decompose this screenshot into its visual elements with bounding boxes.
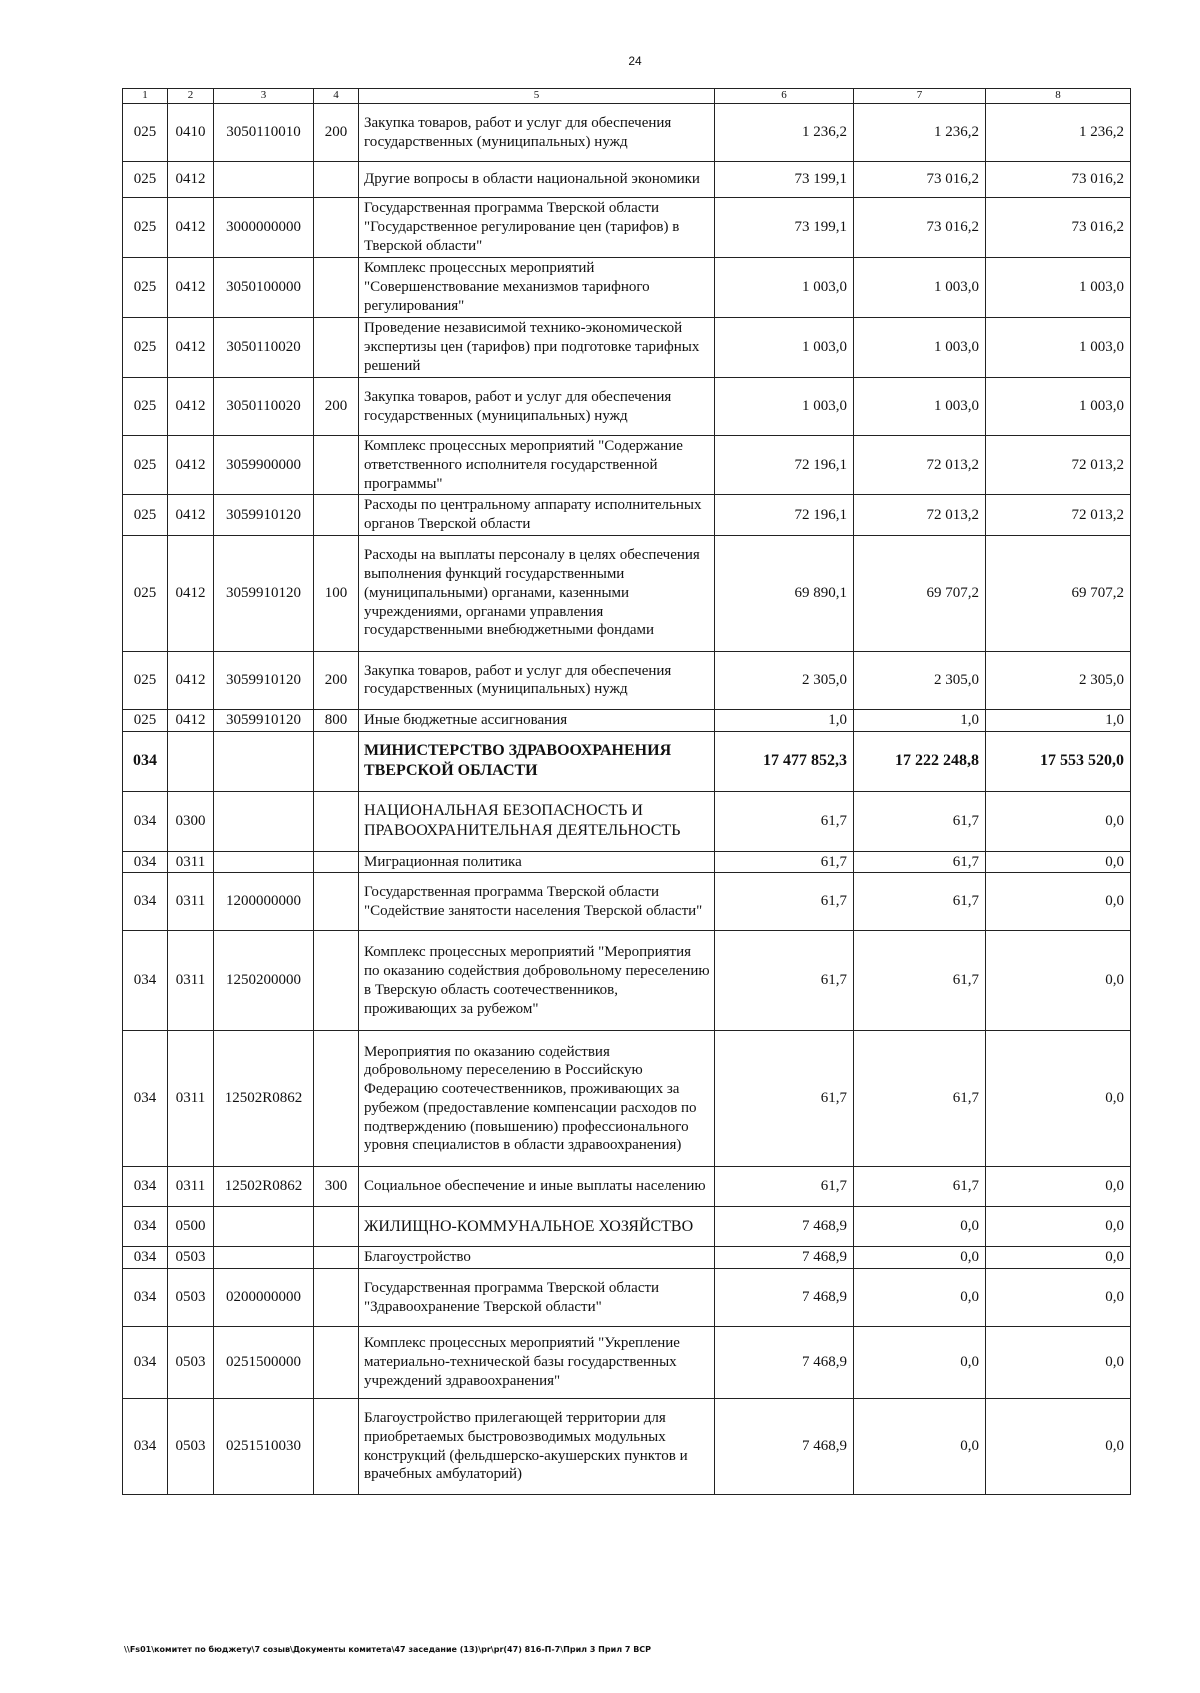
cell-col-2: 0412: [168, 378, 214, 436]
cell-col-1: 034: [123, 1207, 168, 1247]
cell-col-1: 034: [123, 1031, 168, 1167]
col-header-2: 2: [168, 89, 214, 104]
col-header-4: 4: [314, 89, 359, 104]
cell-col-4: [314, 873, 359, 931]
cell-col-5: Закупка товаров, работ и услуг для обеспечения государственных (муниципальных) нужд: [359, 104, 715, 162]
cell-col-5: Комплекс процессных мероприятий "Совершенствование механизмов тарифного регулирования": [359, 258, 715, 318]
page-number: 24: [628, 54, 642, 68]
cell-col-1: 034: [123, 1167, 168, 1207]
cell-col-6: 61,7: [715, 1167, 854, 1207]
cell-col-3: 3050100000: [214, 258, 314, 318]
footer-file-path: \\Fs01\комитет по бюджету\7 созыв\Документы комитета\47 заседание (13)\pr\pr(47) 816-П-7\Прил 3 Прил 7 ВСР: [124, 1645, 652, 1654]
cell-col-8: 72 013,2: [986, 495, 1131, 536]
cell-col-8: 0,0: [986, 931, 1131, 1031]
cell-col-5: Другие вопросы в области национальной экономики: [359, 162, 715, 198]
cell-col-2: 0311: [168, 873, 214, 931]
cell-col-6: 1 003,0: [715, 378, 854, 436]
cell-col-8: 1 003,0: [986, 378, 1131, 436]
cell-col-2: 0412: [168, 436, 214, 495]
table-row: [123, 1031, 1131, 1167]
cell-col-7: 72 013,2: [854, 495, 986, 536]
cell-col-8: 0,0: [986, 1167, 1131, 1207]
cell-col-4: [314, 791, 359, 851]
col-header-7: 7: [854, 89, 986, 104]
cell-col-6: 2 305,0: [715, 651, 854, 709]
cell-col-1: 034: [123, 851, 168, 873]
cell-col-3: 12502R0862: [214, 1167, 314, 1207]
cell-col-3: 3059910120: [214, 535, 314, 651]
cell-col-1: 025: [123, 258, 168, 318]
cell-col-7: 61,7: [854, 873, 986, 931]
cell-col-8: 0,0: [986, 851, 1131, 873]
cell-col-5: Миграционная политика: [359, 851, 715, 873]
cell-col-3: 3050110010: [214, 104, 314, 162]
table-row: [123, 378, 1131, 436]
cell-col-4: [314, 198, 359, 258]
cell-col-7: 1 236,2: [854, 104, 986, 162]
cell-col-3: [214, 731, 314, 791]
cell-col-3: 1250200000: [214, 931, 314, 1031]
cell-col-5: Социальное обеспечение и иные выплаты населению: [359, 1167, 715, 1207]
cell-col-8: 0,0: [986, 1269, 1131, 1327]
table-row: [123, 535, 1131, 651]
table-row: [123, 436, 1131, 495]
cell-col-7: 17 222 248,8: [854, 731, 986, 791]
cell-col-6: 1,0: [715, 709, 854, 731]
cell-col-5: Проведение независимой технико-экономической экспертизы цен (тарифов) при подготовке тарифных решений: [359, 318, 715, 378]
cell-col-8: 0,0: [986, 1031, 1131, 1167]
cell-col-7: 72 013,2: [854, 436, 986, 495]
cell-col-8: 0,0: [986, 873, 1131, 931]
table-row: [123, 318, 1131, 378]
cell-col-4: [314, 731, 359, 791]
cell-col-5: Благоустройство: [359, 1247, 715, 1269]
cell-col-3: 0251510030: [214, 1399, 314, 1495]
cell-col-4: [314, 1327, 359, 1399]
cell-col-4: 800: [314, 709, 359, 731]
cell-col-6: 73 199,1: [715, 162, 854, 198]
cell-col-1: 034: [123, 931, 168, 1031]
cell-col-7: 61,7: [854, 851, 986, 873]
cell-col-4: [314, 258, 359, 318]
cell-col-5: МИНИСТЕРСТВО ЗДРАВООХРАНЕНИЯ ТВЕРСКОЙ ОБЛАСТИ: [359, 731, 715, 791]
cell-col-8: 0,0: [986, 1207, 1131, 1247]
table-row: [123, 651, 1131, 709]
cell-col-2: [168, 731, 214, 791]
table-row: [123, 1269, 1131, 1327]
cell-col-5: Комплекс процессных мероприятий "Мероприятия по оказанию содействия добровольному переселению в Тверскую область соотечественников, проживающих за рубежом": [359, 931, 715, 1031]
cell-col-3: 3059910120: [214, 709, 314, 731]
cell-col-3: 3059900000: [214, 436, 314, 495]
cell-col-4: [314, 931, 359, 1031]
cell-col-4: 100: [314, 535, 359, 651]
cell-col-1: 025: [123, 318, 168, 378]
cell-col-6: 7 468,9: [715, 1399, 854, 1495]
cell-col-7: 1 003,0: [854, 318, 986, 378]
cell-col-7: 61,7: [854, 931, 986, 1031]
col-header-6: 6: [715, 89, 854, 104]
cell-col-4: 300: [314, 1167, 359, 1207]
cell-col-4: [314, 1031, 359, 1167]
cell-col-3: 0200000000: [214, 1269, 314, 1327]
cell-col-8: 0,0: [986, 1327, 1131, 1399]
cell-col-7: 1,0: [854, 709, 986, 731]
cell-col-5: Закупка товаров, работ и услуг для обеспечения государственных (муниципальных) нужд: [359, 378, 715, 436]
table-row: [123, 162, 1131, 198]
cell-col-2: 0300: [168, 791, 214, 851]
cell-col-4: [314, 162, 359, 198]
cell-col-6: 61,7: [715, 851, 854, 873]
table-row: [123, 791, 1131, 851]
cell-col-2: 0412: [168, 258, 214, 318]
column-number-header: [123, 89, 1131, 104]
cell-col-8: 0,0: [986, 791, 1131, 851]
cell-col-4: [314, 318, 359, 378]
cell-col-3: 3059910120: [214, 651, 314, 709]
cell-col-7: 1 003,0: [854, 258, 986, 318]
table-row: [123, 495, 1131, 536]
cell-col-3: 1200000000: [214, 873, 314, 931]
cell-col-3: [214, 851, 314, 873]
cell-col-6: 69 890,1: [715, 535, 854, 651]
cell-col-4: [314, 851, 359, 873]
cell-col-1: 034: [123, 731, 168, 791]
cell-col-4: 200: [314, 651, 359, 709]
cell-col-2: 0412: [168, 318, 214, 378]
cell-col-8: 0,0: [986, 1399, 1131, 1495]
cell-col-7: 2 305,0: [854, 651, 986, 709]
cell-col-6: 61,7: [715, 873, 854, 931]
cell-col-2: 0503: [168, 1399, 214, 1495]
table-row: [123, 709, 1131, 731]
cell-col-4: [314, 1207, 359, 1247]
cell-col-5: Закупка товаров, работ и услуг для обеспечения государственных (муниципальных) нужд: [359, 651, 715, 709]
cell-col-6: 73 199,1: [715, 198, 854, 258]
cell-col-8: 73 016,2: [986, 162, 1131, 198]
cell-col-6: 1 003,0: [715, 318, 854, 378]
cell-col-1: 025: [123, 495, 168, 536]
table-row: [123, 198, 1131, 258]
table-row: [123, 258, 1131, 318]
cell-col-1: 034: [123, 1399, 168, 1495]
cell-col-8: 0,0: [986, 1247, 1131, 1269]
cell-col-6: 17 477 852,3: [715, 731, 854, 791]
cell-col-1: 025: [123, 436, 168, 495]
cell-col-5: Государственная программа Тверской области "Государственное регулирование цен (тарифов) в Тверской области": [359, 198, 715, 258]
cell-col-8: 2 305,0: [986, 651, 1131, 709]
cell-col-1: 034: [123, 1269, 168, 1327]
table-row: [123, 873, 1131, 931]
cell-col-8: 69 707,2: [986, 535, 1131, 651]
cell-col-6: 72 196,1: [715, 495, 854, 536]
cell-col-8: 17 553 520,0: [986, 731, 1131, 791]
cell-col-8: 73 016,2: [986, 198, 1131, 258]
cell-col-3: 3050110020: [214, 318, 314, 378]
cell-col-5: Мероприятия по оказанию содействия добровольному переселению в Российскую Федерацию соотечественников, проживающих за рубежом (предоставление компенсации расходов по подтверждению (повышению) профессионального уровня специалистов в области здравоохранения): [359, 1031, 715, 1167]
cell-col-5: Комплекс процессных мероприятий "Содержание ответственного исполнителя государственной программы": [359, 436, 715, 495]
cell-col-4: [314, 1247, 359, 1269]
cell-col-4: [314, 1399, 359, 1495]
cell-col-7: 0,0: [854, 1207, 986, 1247]
col-header-1: 1: [123, 89, 168, 104]
cell-col-1: 025: [123, 198, 168, 258]
cell-col-1: 025: [123, 535, 168, 651]
cell-col-4: [314, 1269, 359, 1327]
cell-col-3: [214, 1207, 314, 1247]
cell-col-1: 025: [123, 162, 168, 198]
col-header-8: 8: [986, 89, 1131, 104]
cell-col-7: 0,0: [854, 1269, 986, 1327]
cell-col-7: 61,7: [854, 791, 986, 851]
cell-col-2: 0503: [168, 1327, 214, 1399]
cell-col-2: 0412: [168, 162, 214, 198]
cell-col-5: ЖИЛИЩНО-КОММУНАЛЬНОЕ ХОЗЯЙСТВО: [359, 1207, 715, 1247]
cell-col-4: [314, 436, 359, 495]
cell-col-2: 0311: [168, 1031, 214, 1167]
cell-col-4: 200: [314, 378, 359, 436]
cell-col-2: 0412: [168, 198, 214, 258]
cell-col-3: 3050110020: [214, 378, 314, 436]
cell-col-1: 025: [123, 709, 168, 731]
cell-col-6: 1 003,0: [715, 258, 854, 318]
cell-col-3: 3000000000: [214, 198, 314, 258]
cell-col-2: 0311: [168, 931, 214, 1031]
cell-col-3: [214, 1247, 314, 1269]
cell-col-2: 0410: [168, 104, 214, 162]
cell-col-7: 1 003,0: [854, 378, 986, 436]
cell-col-3: [214, 162, 314, 198]
cell-col-7: 73 016,2: [854, 162, 986, 198]
cell-col-5: Расходы по центральному аппарату исполнительных органов Тверской области: [359, 495, 715, 536]
cell-col-7: 0,0: [854, 1399, 986, 1495]
cell-col-7: 0,0: [854, 1327, 986, 1399]
cell-col-5: Благоустройство прилегающей территории для приобретаемых быстровозводимых модульных конструкций (фельдшерско-акушерских пунктов и врачебных амбулаторий): [359, 1399, 715, 1495]
table-row: [123, 1207, 1131, 1247]
cell-col-5: Государственная программа Тверской области "Содействие занятости населения Тверской области": [359, 873, 715, 931]
cell-col-6: 61,7: [715, 931, 854, 1031]
cell-col-1: 034: [123, 873, 168, 931]
table-row: [123, 1327, 1131, 1399]
cell-col-2: 0311: [168, 1167, 214, 1207]
cell-col-1: 025: [123, 651, 168, 709]
cell-col-6: 7 468,9: [715, 1247, 854, 1269]
cell-col-6: 72 196,1: [715, 436, 854, 495]
cell-col-5: Расходы на выплаты персоналу в целях обеспечения выполнения функций государственными (муниципальными) органами, казенными учреждениями, органами управления государственными внебюджетными фондами: [359, 535, 715, 651]
cell-col-3: 12502R0862: [214, 1031, 314, 1167]
cell-col-1: 025: [123, 378, 168, 436]
cell-col-8: 1 003,0: [986, 318, 1131, 378]
cell-col-6: 7 468,9: [715, 1269, 854, 1327]
cell-col-7: 0,0: [854, 1247, 986, 1269]
cell-col-2: 0412: [168, 651, 214, 709]
cell-col-2: 0500: [168, 1207, 214, 1247]
cell-col-8: 1,0: [986, 709, 1131, 731]
cell-col-2: 0412: [168, 535, 214, 651]
table-row: [123, 1167, 1131, 1207]
cell-col-6: 7 468,9: [715, 1327, 854, 1399]
cell-col-1: 034: [123, 791, 168, 851]
cell-col-7: 61,7: [854, 1167, 986, 1207]
table-row: [123, 1247, 1131, 1269]
cell-col-2: 0503: [168, 1247, 214, 1269]
cell-col-2: 0412: [168, 709, 214, 731]
cell-col-1: 034: [123, 1327, 168, 1399]
col-header-3: 3: [214, 89, 314, 104]
cell-col-6: 61,7: [715, 1031, 854, 1167]
cell-col-5: Государственная программа Тверской области "Здравоохранение Тверской области": [359, 1269, 715, 1327]
cell-col-7: 69 707,2: [854, 535, 986, 651]
cell-col-4: [314, 495, 359, 536]
table-row: [123, 731, 1131, 791]
cell-col-5: Комплекс процессных мероприятий "Укрепление материально-технической базы государственных учреждений здравоохранения": [359, 1327, 715, 1399]
cell-col-3: 3059910120: [214, 495, 314, 536]
col-header-5: 5: [359, 89, 715, 104]
cell-col-6: 61,7: [715, 791, 854, 851]
cell-col-3: 0251500000: [214, 1327, 314, 1399]
cell-col-8: 72 013,2: [986, 436, 1131, 495]
cell-col-6: 1 236,2: [715, 104, 854, 162]
cell-col-5: Иные бюджетные ассигнования: [359, 709, 715, 731]
cell-col-1: 025: [123, 104, 168, 162]
cell-col-5: НАЦИОНАЛЬНАЯ БЕЗОПАСНОСТЬ И ПРАВООХРАНИТЕЛЬНАЯ ДЕЯТЕЛЬНОСТЬ: [359, 791, 715, 851]
cell-col-2: 0503: [168, 1269, 214, 1327]
cell-col-2: 0311: [168, 851, 214, 873]
cell-col-7: 61,7: [854, 1031, 986, 1167]
table-row: [123, 104, 1131, 162]
table-row: [123, 851, 1131, 873]
cell-col-3: [214, 791, 314, 851]
table-body: [123, 104, 1131, 1495]
table-row: [123, 1399, 1131, 1495]
budget-table: [122, 88, 1131, 1495]
cell-col-8: 1 236,2: [986, 104, 1131, 162]
cell-col-7: 73 016,2: [854, 198, 986, 258]
cell-col-2: 0412: [168, 495, 214, 536]
cell-col-1: 034: [123, 1247, 168, 1269]
cell-col-4: 200: [314, 104, 359, 162]
table-row: [123, 931, 1131, 1031]
cell-col-8: 1 003,0: [986, 258, 1131, 318]
cell-col-6: 7 468,9: [715, 1207, 854, 1247]
